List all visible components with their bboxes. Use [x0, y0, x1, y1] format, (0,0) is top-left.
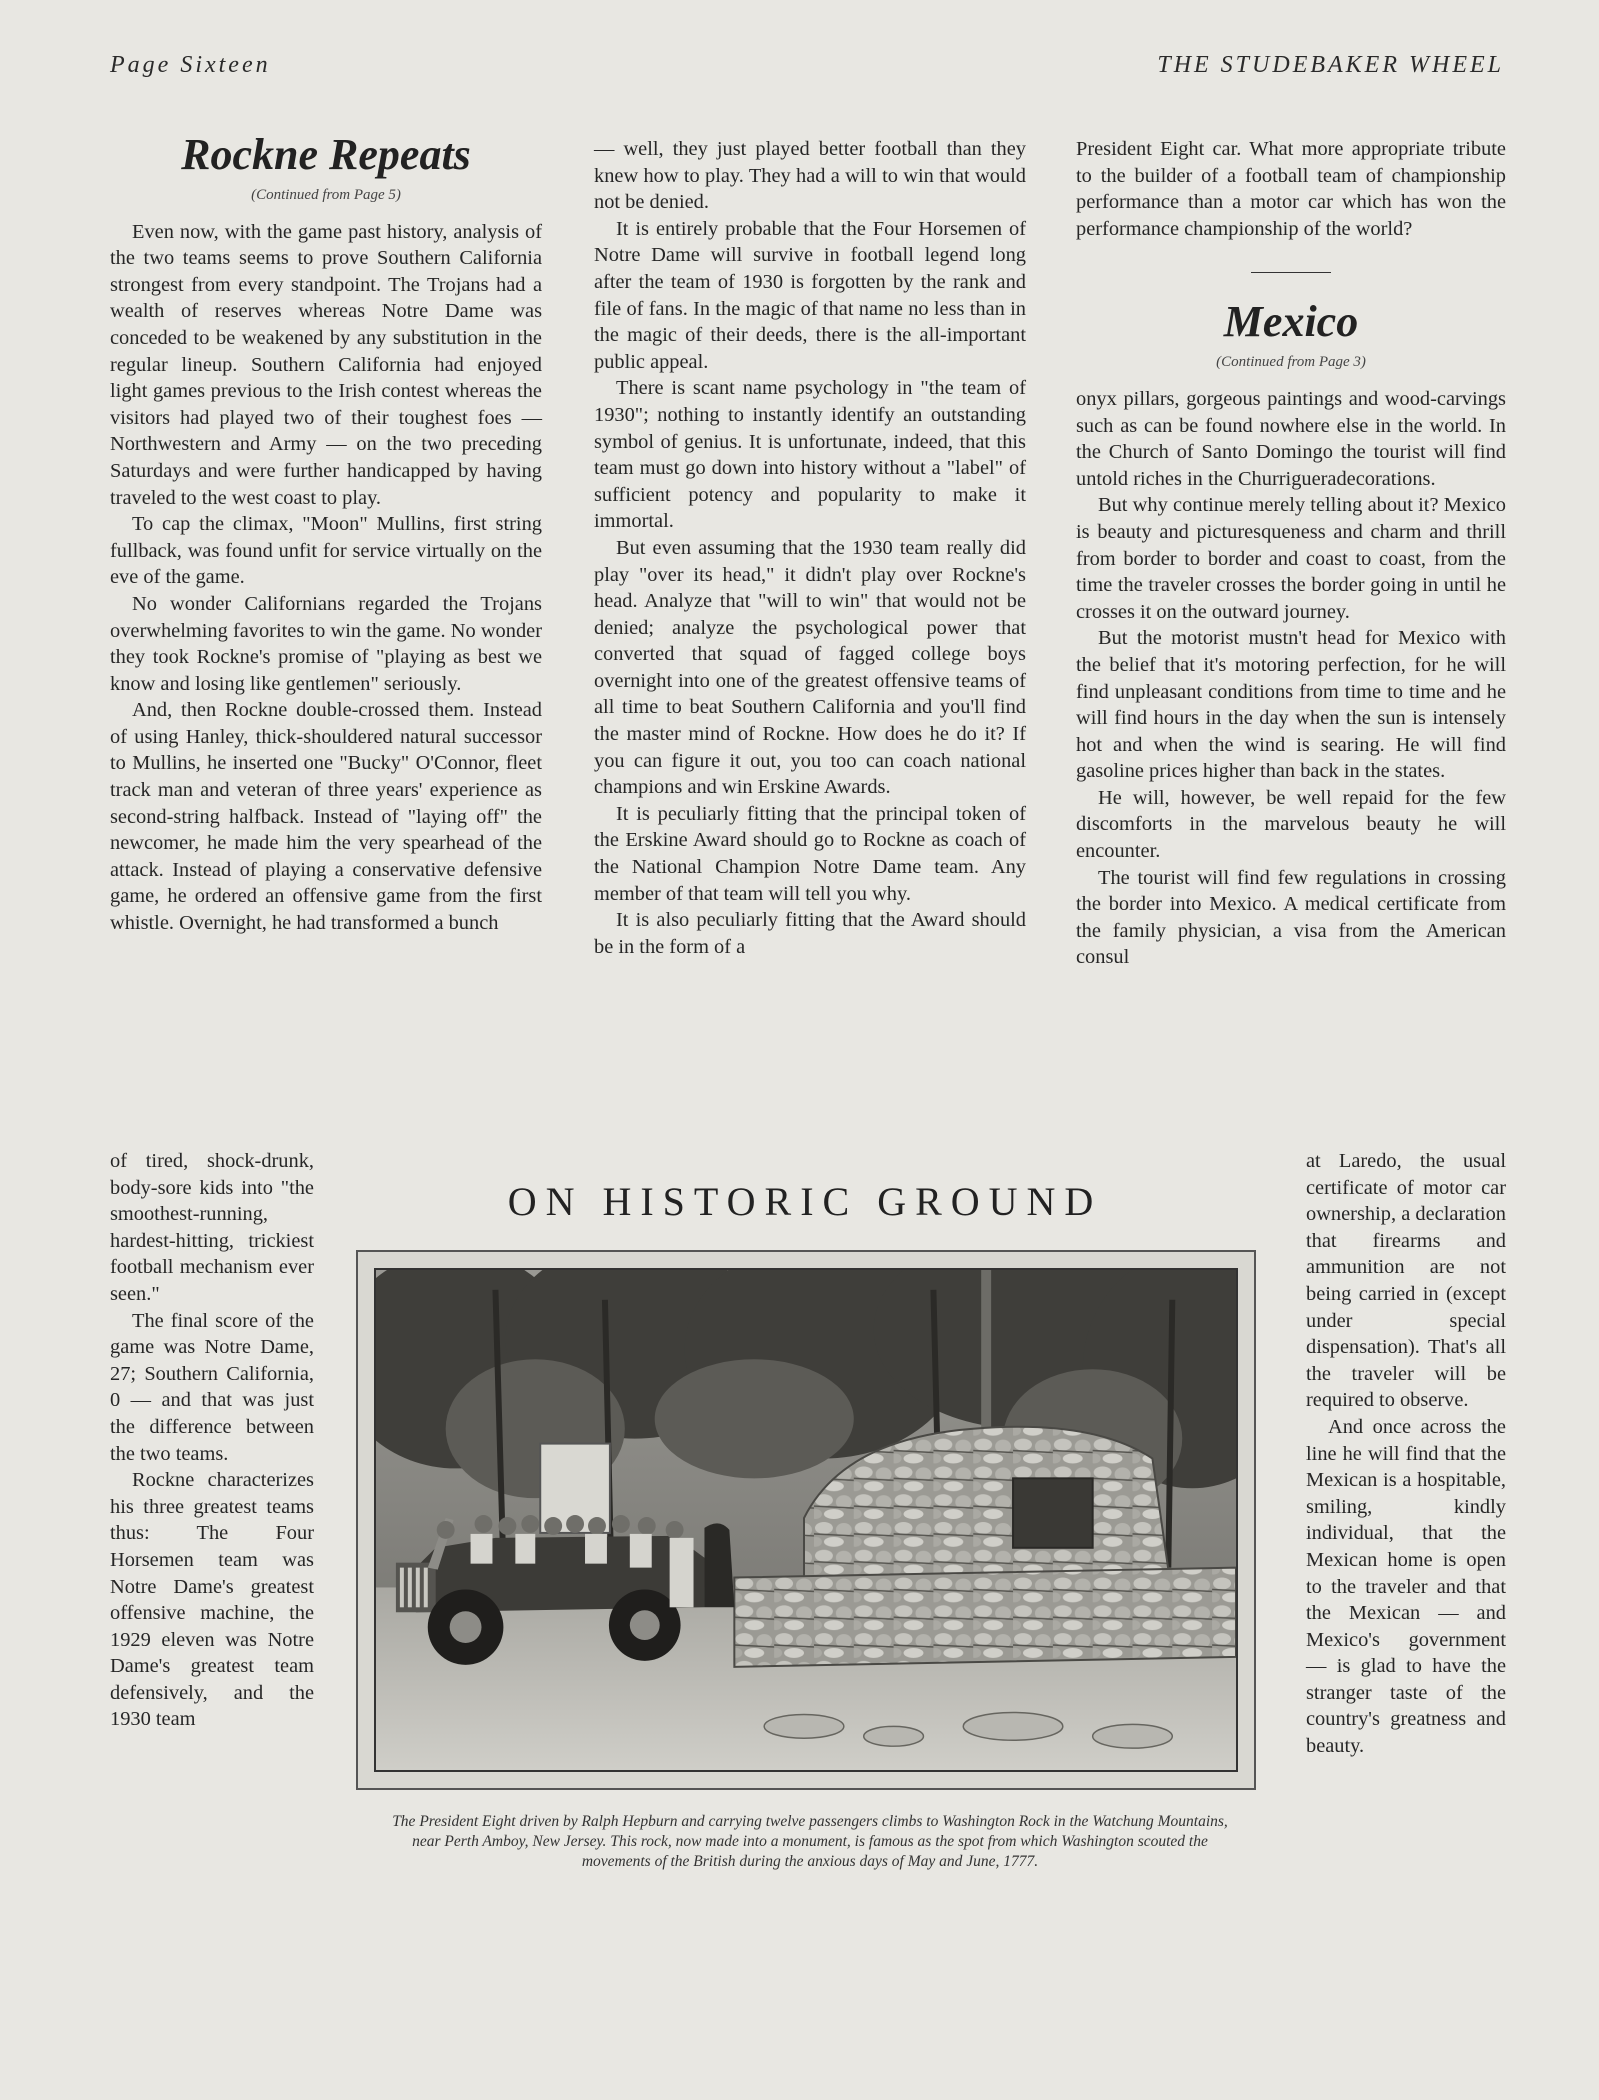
- mexico-paragraph: onyx pillars, gorgeous paintings and wood-carvings such as can be found nowhere else in the world. In the Church of Santo Domingo the tourist will find untold riches in the Churrigueradecorations.: [1076, 387, 1506, 490]
- rockne-paragraph: And, then Rockne double-crossed them. Instead of using Hanley, thick-shouldered natural successor to Mullins, he inserted one "Bucky" O'Connor, fleet track man and veteran of three years' experience as second-string halfback. Instead of "laying off" the newcomer, he made him the very spearhead of the attack. Instead of playing a conservative defensive game, he ordered an offensive game from the first whistle. Overnight, he had transformed a bunch: [110, 699, 542, 935]
- mexico-paragraph: And once across the line he will find that the Mexican is a hospitable, smiling, kindly individual, that the Mexican home is open to the traveler and that the Mexican — and Mexico's government — is glad to have the stranger taste of the country's greatness and beauty.: [1306, 1415, 1506, 1758]
- rockne-column-1-narrow: [110, 1148, 314, 1733]
- mexico-paragraph: He will, however, be well repaid for the few discomforts in the marvelous beauty he will encounter.: [1076, 786, 1506, 863]
- rockne-paragraph: The final score of the game was Notre Dame, 27; Southern California, 0 — and that was just the difference between the two teams.: [110, 1309, 314, 1465]
- rockne-paragraph: President Eight car. What more appropriate tribute to the builder of a football team of championship performance than a motor car which has won the performance championship of the world?: [1076, 138, 1506, 240]
- rockne-continued-note: (Continued from Page 5): [251, 187, 401, 203]
- page-number: Page Sixteen: [110, 52, 271, 78]
- rockne-column-2: [594, 136, 1026, 960]
- rockne-paragraph: It is also peculiarly fitting that the Award should be in the form of a: [594, 909, 1026, 958]
- rockne-paragraph: No wonder Californians regarded the Trojans overwhelming favorites to win the game. No wonder they took Rockne's promise of "playing as best we know and losing like gentlemen" seriously.: [110, 592, 542, 695]
- photo-frame: [356, 1250, 1256, 1790]
- rockne-paragraph: To cap the climax, "Moon" Mullins, first string fullback, was found unfit for service virtually on the eve of the game.: [110, 513, 542, 589]
- photo: [374, 1268, 1238, 1772]
- photo-caption: The President Eight driven by Ralph Hepburn and carrying twelve passengers climbs to Washington Rock in the Watchung Mountains, near Perth Amboy, New Jersey. This rock, now made into a monument, is famous as the spot from which Washington scouted the movements of the British during the anxious days of May and June, 1777.: [392, 1813, 1228, 1870]
- rockne-paragraph: It is peculiarly fitting that the principal token of the Erskine Award should go to Rockne as coach of the National Champion Notre Dame team. Any member of that team will tell you why.: [594, 802, 1026, 905]
- rockne-paragraph: — well, they just played better football than they knew how to play. They had a will to win that would not be denied.: [594, 138, 1026, 214]
- rockne-paragraph: But even assuming that the 1930 team really did play "over its head," it didn't play over Rockne's head. Analyze that "will to win" that would not be denied; analyze the psychological power that converted that squad of fagged college boys overnight into one of the greatest offensive teams of all time to beat Southern California and you'll find the master mind of Rockne. How does he do it? If you can figure it out, you too can coach national champions and win Erskine Awards.: [594, 536, 1026, 799]
- photo-illustration: [376, 1270, 1236, 1770]
- mexico-paragraph: But the motorist mustn't head for Mexico with the belief that it's motoring perfection, for he will find unpleasant conditions from time to time and he will find hours in the day when the sun is intensely hot and when the wind is searing. He will find gasoline prices higher than back in the states.: [1076, 627, 1506, 783]
- rockne-column-1: [110, 130, 542, 937]
- right-column: [1076, 136, 1506, 971]
- mexico-paragraph: But why continue merely telling about it? Mexico is beauty and picturesqueness and charm and thrill from border to border and coast to coast, from the time the traveler crosses the border going in until he crosses it on the outward journey.: [1076, 494, 1506, 623]
- magazine-title: THE STUDEBAKER WHEEL: [1157, 52, 1504, 78]
- rockne-paragraph: Even now, with the game past history, analysis of the two teams seems to prove Southern California strongest from every standpoint. The Trojans had a wealth of reserves whereas Notre Dame was conceded to be weakened by any substitution in the regular lineup. Southern California had enjoyed light games previous to the Irish contest whereas the visitors had played two of their toughest foes — Northwestern and Army — on the two preceding Saturdays and were further handicapped by having traveled to the west coast to play.: [110, 220, 542, 509]
- rockne-paragraph: It is entirely probable that the Four Horsemen of Notre Dame will survive in football legend long after the team of 1930 is forgotten by the rank and file of fans. In the magic of that name no less than in the magic of their deeds, there is the all-important public appeal.: [594, 217, 1026, 373]
- mexico-headline: Mexico: [1223, 297, 1359, 347]
- rockne-headline: Rockne Repeats: [181, 130, 471, 179]
- photo-banner: ON HISTORIC GROUND: [507, 1179, 1103, 1224]
- rockne-paragraph: Rockne characterizes his three greatest teams thus: The Four Horsemen team was Notre Dame's greatest offensive machine, the 1929 eleven was Notre Dame's greatest team defensively, and the 1930 team: [110, 1469, 314, 1731]
- mexico-column-narrow: [1306, 1148, 1506, 1760]
- rockne-paragraph: There is scant name psychology in "the team of 1930"; nothing to instantly identify an outstanding symbol of genius. It is unfortunate, indeed, that this team must go down into history without a "label" of sufficient potency and popularity to make it immortal.: [594, 377, 1026, 533]
- mexico-paragraph: The tourist will find few regulations in crossing the border into Mexico. A medical certificate from the family physician, a visa from the American consul: [1076, 866, 1506, 969]
- mexico-continued-note: (Continued from Page 3): [1216, 354, 1366, 371]
- rockne-paragraph: of tired, shock-drunk, body-sore kids into "the smoothest-running, hardest-hitting, trickiest football mechanism ever seen.": [110, 1150, 314, 1305]
- mexico-paragraph: at Laredo, the usual certificate of motor car ownership, a declaration that firearms and ammunition are not being carried in (except under special dispensation). That's all the traveler will be required to observe.: [1306, 1150, 1506, 1412]
- section-divider: [1251, 272, 1331, 273]
